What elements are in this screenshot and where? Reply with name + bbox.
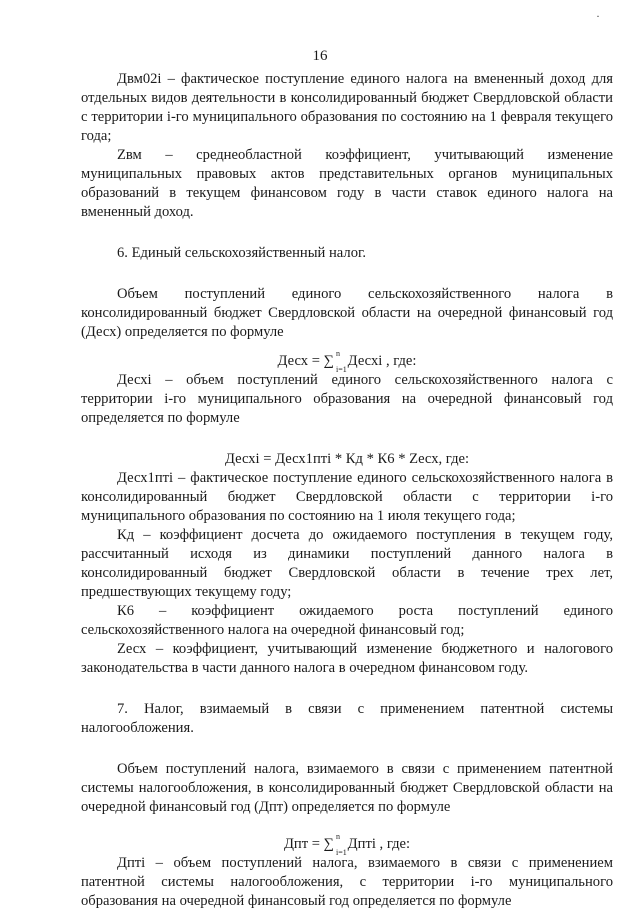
paragraph-zesh-definition: Zесх – коэффициент, учитывающий изменение бюджетного и налогового законодательства в части данного налога в очередном финансовом году. (81, 641, 613, 676)
formula-dpt-rhs: Дптi , где: (344, 836, 411, 852)
paragraph-deshi-definition: Десхi – объем поступлений единого сельскохозяйственного налога с территории i-го муниципального образования на очередной финансовый год определяется по формуле (81, 372, 613, 426)
sum-upper-limit: n (336, 349, 341, 358)
page-number: 16 (312, 48, 328, 64)
section-heading-6: 6. Единый сельскохозяйственный налог. (117, 245, 366, 261)
sum-upper-limit: n (336, 832, 341, 841)
paragraph-k6-definition: К6 – коэффициент ожидаемого роста поступлений единого сельскохозяйственного налога на очередной финансовый год; (81, 603, 613, 638)
paragraph-dpt-intro: Объем поступлений налога, взимаемого в связи с применением патентной системы налогообложения, в консолидированный бюджет Свердловской области на очередной финансовый год (Дпт) определяется по формуле (81, 761, 613, 815)
sum-lower-limit: i=1 (336, 365, 347, 374)
sum-symbol: ∑ n i=1 (323, 832, 347, 857)
formula-desh (81, 349, 613, 374)
formula-deshi: Десхi = Десх1птi * Кд * К6 * Zесх, где: (224, 451, 470, 467)
formula-desh-rhs: Десхi , где: (344, 353, 417, 369)
paragraph-dvm02i-definition: Двм02i – фактическое поступление единого налога на вмененный доход для отдельных видов деятельности в консолидированный бюджет Свердловской области с территории i-го муниципального образования по состоянию на 1 февраля текущего года; (81, 71, 613, 144)
page-body (81, 70, 613, 911)
formula-dpt (81, 832, 613, 857)
paragraph-kd-definition: Кд – коэффициент досчета до ожидаемого поступления в текущем году, рассчитанный исходя из динамики поступлений данного налога в консолидированный бюджет Свердловской области в течение трех лет, предшествующих текущему году; (81, 527, 613, 600)
section-heading-7: 7. Налог, взимаемый в связи с применением патентной системы налогообложения. (81, 701, 613, 736)
sum-lower-limit: i=1 (336, 848, 347, 857)
paragraph-desh-intro: Объем поступлений единого сельскохозяйственного налога в консолидированный бюджет Свердловской области на очередной финансовый год (Десх) определяется по формуле (81, 286, 613, 340)
paragraph-zvm-definition: Zвм – среднеобластной коэффициент, учитывающий изменение муниципальных правовых актов представительных органов муниципальных образований в текущем финансовом году в части ставок единого налога на вмененный доход. (81, 147, 613, 220)
paragraph-desh1pti-definition: Десх1птi – фактическое поступление единого сельскохозяйственного налога в консолидированный бюджет Свердловской области с территории i-го муниципального образования по состоянию на 1 июля текущего года; (81, 470, 613, 524)
paragraph-dpti-definition: Дптi – объем поступлений налога, взимаемого в связи с применением патентной системы налогообложения, с территории i-го муниципального образования на очередной финансовый год определяется по формуле (81, 855, 613, 909)
corner-mark: · (596, 9, 600, 23)
sum-symbol: ∑ n i=1 (323, 349, 347, 374)
formula-desh-lhs: Десх = (277, 353, 324, 369)
formula-dpt-lhs: Дпт = (283, 836, 324, 852)
